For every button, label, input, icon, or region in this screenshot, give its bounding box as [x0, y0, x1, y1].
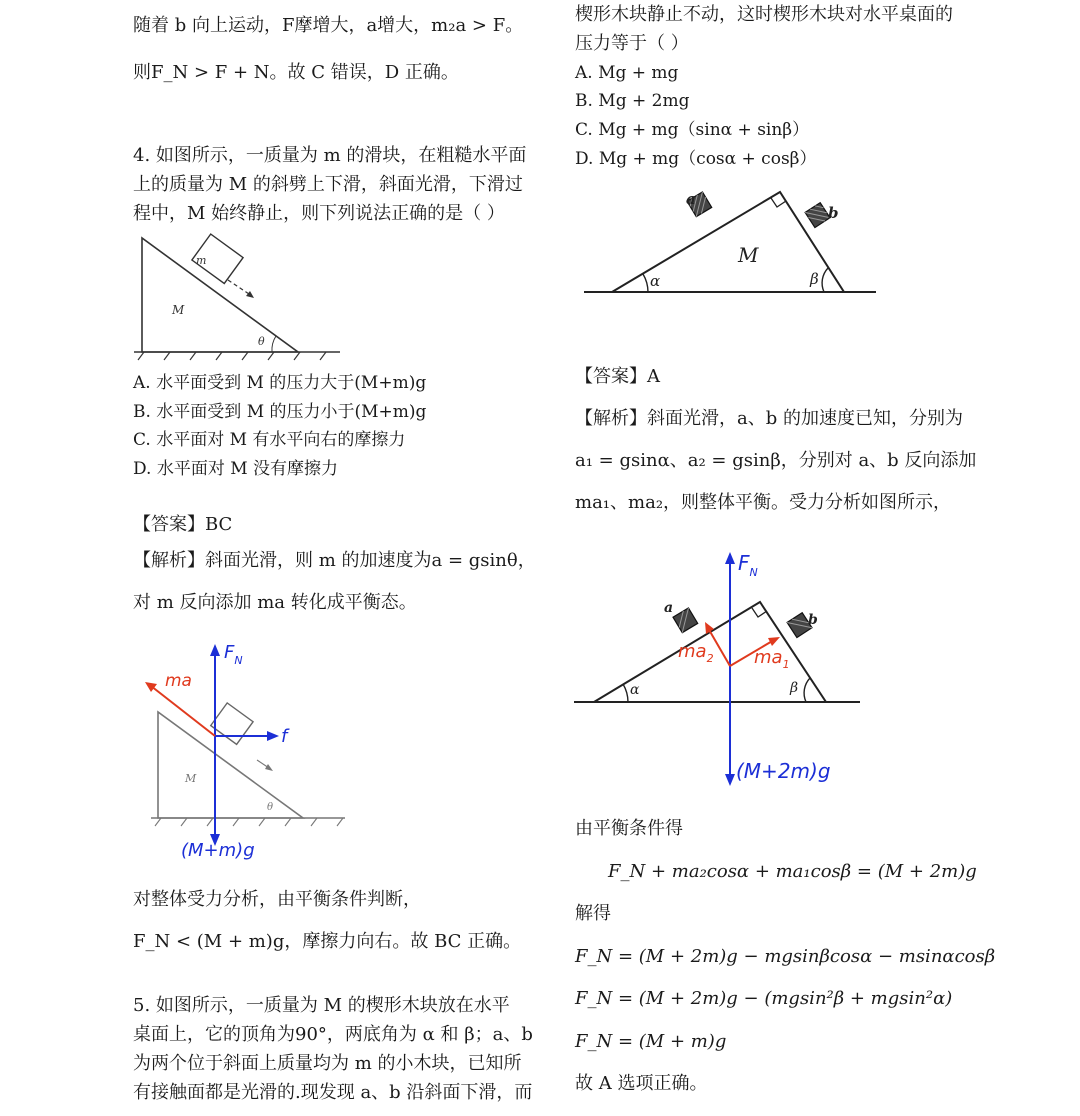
solution-equation-1: F_N + ma₂cosα + ma₁cosβ = (M + 2m)g — [608, 861, 977, 882]
q5-stem-line-4: 有接触面都是光滑的.现发现 a、b 沿斜面下滑，而 — [133, 1082, 533, 1103]
q5-force-a-label: a — [664, 600, 674, 616]
q4-wedge-figure — [130, 232, 350, 362]
solution-conclusion: 故 A 选项正确。 — [575, 1073, 708, 1094]
q5-force-figure — [572, 542, 872, 792]
q4-answer: 【答案】BC — [133, 514, 233, 535]
q5-analysis-line-1: 【解析】斜面光滑，a、b 的加速度已知，分别为 — [575, 408, 963, 429]
q5-stem-line-3: 为两个位于斜面上质量均为 m 的小木块，已知所 — [133, 1053, 522, 1074]
q5-option-a: A. Mg + mg — [575, 63, 679, 83]
q5-b-label: b — [828, 204, 839, 222]
q5-force-b-label: b — [808, 612, 818, 628]
q4-option-b: B. 水平面受到 M 的压力小于(M+m)g — [133, 402, 427, 422]
q5-M-label: M — [738, 243, 759, 267]
q4-option-d: D. 水平面对 M 没有摩擦力 — [133, 459, 339, 479]
q4-f-label: f — [281, 726, 288, 747]
q5-ma2-subscript: 2 — [706, 652, 714, 665]
q4-conclusion-line-2: F_N < (M + m)g，摩擦力向右。故 BC 正确。 — [133, 931, 522, 952]
q5-option-b: B. Mg + 2mg — [575, 91, 690, 111]
q4-ma-label: ma — [165, 671, 192, 691]
q5-force-beta-label: β — [790, 680, 799, 696]
svg-text:FN — [224, 642, 243, 667]
q5-weight-label: (M+2m)g — [736, 759, 831, 783]
q4-conclusion-line-1: 对整体受力分析，由平衡条件判断， — [133, 889, 421, 910]
svg-text:ma2 — [678, 641, 714, 665]
q4-analysis-line-2: 对 m 反向添加 ma 转化成平衡态。 — [133, 592, 417, 613]
q5-stem-line-2: 桌面上，它的顶角为90°，两底角为 α 和 β；a、b — [133, 1024, 533, 1045]
q5-a-label: a — [686, 190, 696, 208]
q5-option-d: D. Mg + mg（cosα + cosβ） — [575, 149, 817, 169]
q5-ma1-subscript: 1 — [782, 658, 790, 671]
q5-alpha-label: α — [650, 272, 661, 290]
q5-stem-line-1: 5. 如图所示，一质量为 M 的楔形木块放在水平 — [133, 995, 510, 1016]
intro-line-2: 则F_N > F + N。故 C 错误，D 正确。 — [133, 62, 459, 83]
solution-equation-2: F_N = (M + 2m)g − mgsinβcosα − msinαcosβ — [575, 946, 996, 967]
q5-stem-cont-line-1: 楔形木块静止不动，这时楔形木块对水平桌面的 — [575, 4, 953, 25]
q4-analysis-line-1: 【解析】斜面光滑，则 m 的加速度为a = gsinθ， — [133, 550, 536, 571]
q5-stem-cont-line-2: 压力等于（ ） — [575, 33, 689, 54]
q4-weight-label: (M+m)g — [181, 840, 255, 861]
q4-angle-label: θ — [258, 335, 265, 348]
q4-force-figure — [135, 638, 365, 868]
q5-ma1-label: ma — [754, 647, 783, 668]
q5-wedge-figure — [580, 178, 880, 303]
q4-option-a: A. 水平面受到 M 的压力大于(M+m)g — [133, 373, 427, 393]
q5-ma2-label: ma — [678, 641, 707, 662]
intro-line-1: 随着 b 向上运动，F摩增大，a增大，m₂a > F。 — [133, 15, 524, 36]
q5-fn-subscript: N — [749, 566, 758, 579]
q5-answer: 【答案】A — [575, 366, 660, 387]
q4-force-wedge-label: M — [185, 772, 197, 785]
solution-line-2: 解得 — [575, 903, 611, 924]
svg-text:ma1 — [754, 647, 790, 671]
q4-fn-subscript: N — [234, 654, 243, 667]
q4-force-angle-label: θ — [267, 802, 274, 813]
q4-fn-label: F — [224, 642, 235, 663]
q4-stem-line-3: 程中，M 始终静止，则下列说法正确的是（ ） — [133, 203, 505, 224]
q5-analysis-line-2: a₁ = gsinα、a₂ = gsinβ，分别对 a、b 反向添加 — [575, 450, 977, 471]
svg-text:FN — [738, 551, 758, 579]
q4-option-c: C. 水平面对 M 有水平向右的摩擦力 — [133, 430, 406, 450]
solution-equation-3: F_N = (M + 2m)g − (mgsin²β + mgsin²α) — [575, 988, 953, 1009]
q5-fn-label: F — [738, 551, 750, 575]
q4-wedge-label: M — [172, 303, 185, 317]
q4-stem-line-2: 上的质量为 M 的斜劈上下滑，斜面光滑，下滑过 — [133, 174, 523, 195]
solution-line-1: 由平衡条件得 — [575, 818, 683, 839]
q5-beta-label: β — [810, 270, 819, 288]
q5-analysis-line-3: ma₁、ma₂，则整体平衡。受力分析如图所示， — [575, 492, 952, 513]
q5-option-c: C. Mg + mg（sinα + sinβ） — [575, 120, 810, 140]
q5-force-alpha-label: α — [630, 682, 640, 698]
q4-block-label: m — [196, 254, 207, 267]
q4-stem-line-1: 4. 如图所示，一质量为 m 的滑块，在粗糙水平面 — [133, 145, 527, 166]
solution-equation-4: F_N = (M + m)g — [575, 1031, 727, 1052]
